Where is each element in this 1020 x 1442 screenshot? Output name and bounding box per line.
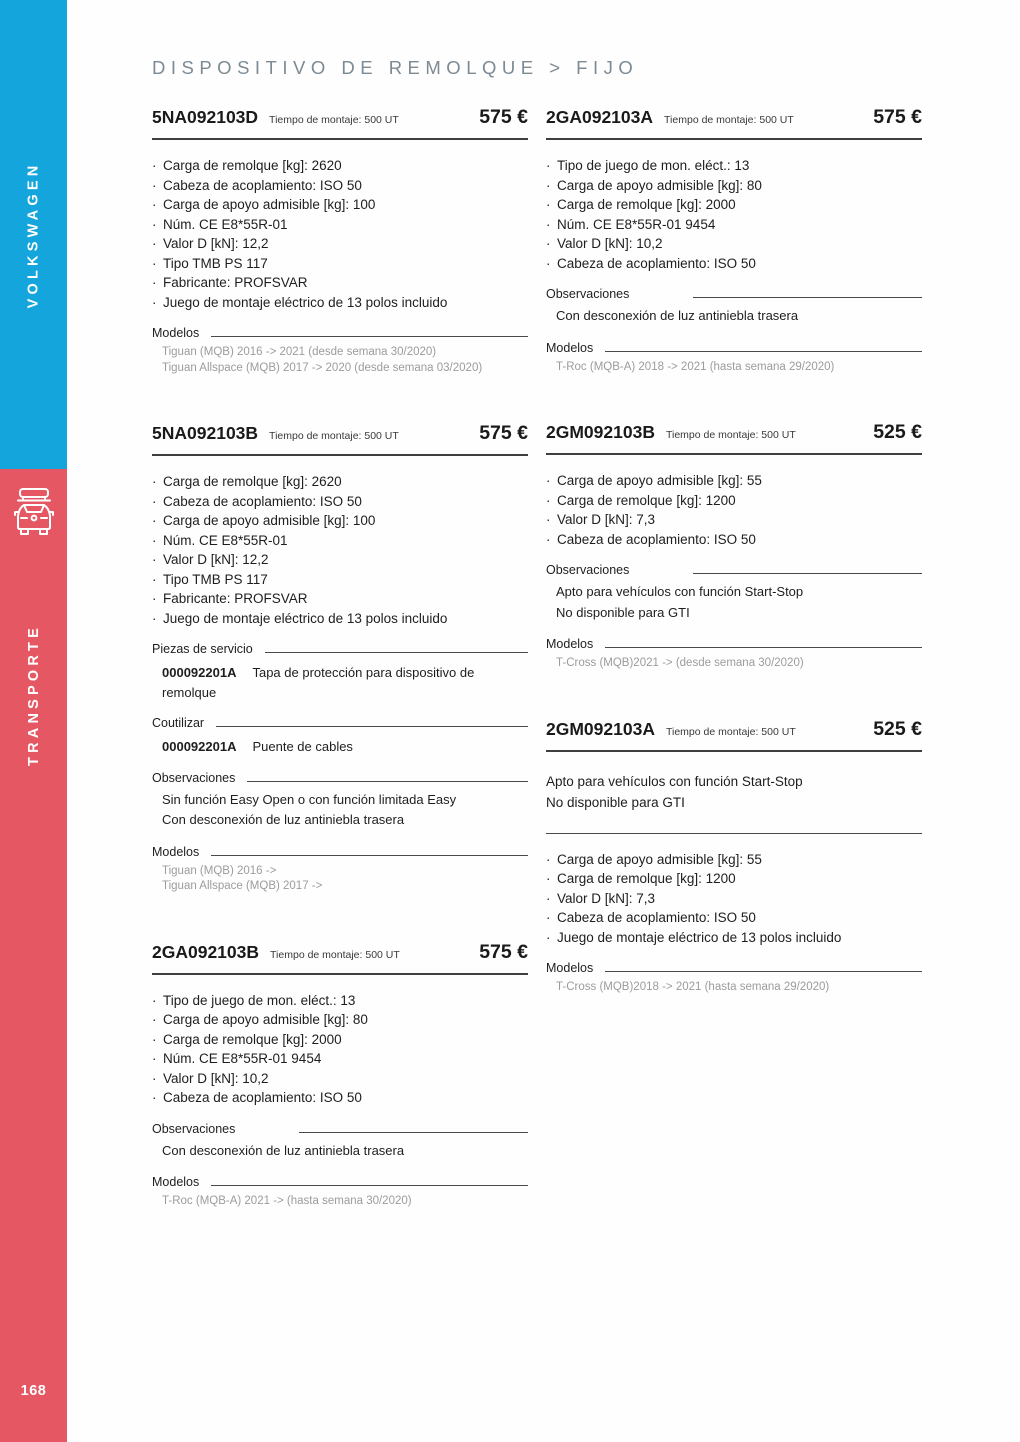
montage-time: Tiempo de montaje: 500 UT (665, 725, 796, 738)
spec-text: Cabeza de acoplamiento: ISO 50 (163, 177, 362, 193)
spec-list (546, 156, 922, 273)
bullet-dot: · (546, 158, 551, 173)
spec-text: Tipo TMB PS 117 (163, 255, 268, 271)
section-label-row (152, 771, 528, 785)
section-notes (546, 563, 922, 623)
spec-bullet (546, 869, 922, 889)
note-list (546, 306, 922, 327)
section-models (546, 341, 922, 376)
note-line: Sin función Easy Open o con función limitada Easy (162, 791, 457, 807)
section-rule (605, 647, 922, 648)
section-label: Modelos (152, 326, 200, 340)
bullet-dot: · (546, 492, 551, 508)
spec-bullet (546, 850, 922, 870)
spec-bullet (152, 254, 528, 274)
product-header (152, 941, 528, 975)
bullet-dot: · (152, 591, 157, 606)
section-label-row (546, 563, 922, 577)
section-rule (605, 971, 922, 972)
product-block (152, 941, 528, 1210)
price: 525 € (873, 421, 922, 443)
bullet-dot: · (546, 512, 551, 527)
spec-text: Núm. CE E8*55R-01 9454 (557, 216, 716, 232)
category-label: TRANSPORTE (25, 624, 42, 766)
section-rule (211, 855, 528, 856)
bullet-dot: · (152, 255, 157, 271)
section-label-row (546, 341, 922, 355)
page-title: DISPOSITIVO DE REMOLQUE > FIJO (152, 57, 639, 78)
bullet-dot: · (546, 216, 551, 232)
service-part-list (152, 663, 528, 702)
spec-text: Fabricante: PROFSVAR (163, 275, 308, 290)
bullet-dot: · (152, 1090, 157, 1105)
bullet-dot: · (546, 177, 551, 193)
spec-bullet (152, 176, 528, 196)
section-label-row (546, 287, 922, 301)
spec-bullet (546, 928, 922, 948)
bullet-dot: · (152, 158, 157, 173)
spec-text: Núm. CE E8*55R-01 9454 (163, 1051, 322, 1066)
note-list (152, 1141, 528, 1162)
spec-text: Carga de apoyo admisible [kg]: 100 (163, 513, 376, 528)
product-block (546, 106, 922, 375)
price: 525 € (873, 717, 922, 740)
montage-time: Tiempo de montaje: 500 UT (269, 430, 399, 442)
section-label-row (152, 642, 528, 656)
model-list (546, 360, 922, 376)
spec-bullet (152, 511, 528, 531)
sidebar-brand (0, 0, 67, 469)
spec-bullet (152, 589, 528, 609)
section-label-row (152, 1175, 528, 1189)
bullet-dot: · (546, 890, 551, 906)
spec-text: Valor D [kN]: 10,2 (163, 1070, 269, 1086)
model-line: T-Cross (MQB)2021 -> (desde semana 30/2020) (556, 657, 804, 669)
spec-text: Valor D [kN]: 12,2 (163, 552, 269, 567)
note-line: No disponible para GTI (556, 604, 690, 620)
spec-bullet (152, 550, 528, 570)
spec-text: Cabeza de acoplamiento: ISO 50 (163, 493, 362, 509)
bullet-dot: · (546, 910, 551, 925)
spec-bullet (152, 1049, 528, 1069)
montage-time: Tiempo de montaje: 500 UT (664, 114, 794, 126)
page-content (152, 0, 922, 1256)
spec-text: Valor D [kN]: 12,2 (163, 236, 269, 251)
spec-bullet (152, 570, 528, 590)
bullet-dot: · (152, 1031, 157, 1047)
section-label-row (152, 845, 528, 859)
montage-time: Tiempo de montaje: 500 UT (665, 429, 796, 441)
bullet-dot: · (152, 571, 157, 587)
intro-divider (546, 833, 922, 834)
model-line: Tiguan (MQB) 2016 -> (162, 864, 277, 877)
part-number: 2GA092103B (152, 941, 260, 962)
service-part-desc: Puente de cables (252, 739, 353, 754)
column-2 (546, 106, 922, 1256)
spec-bullet (152, 195, 528, 215)
model-list (546, 980, 922, 996)
product-header (546, 421, 922, 455)
spec-bullet (152, 273, 528, 293)
note-list (546, 582, 922, 623)
model-line: Tiguan Allspace (MQB) 2017 -> 2020 (desde semana 03/2020) (162, 361, 483, 374)
bullet-dot: · (152, 294, 157, 310)
spec-text: Tipo de juego de mon. eléct.: 13 (557, 158, 750, 173)
model-list (152, 864, 528, 895)
section-rule (693, 573, 922, 574)
spec-text: Juego de montaje eléctrico de 13 polos incluido (163, 610, 448, 626)
model-list (546, 656, 922, 672)
spec-bullet (546, 889, 922, 909)
section-label: Observaciones (546, 287, 630, 301)
section-label: Coutilizar (152, 716, 205, 730)
spec-bullet (152, 1010, 528, 1030)
spec-bullet (152, 1069, 528, 1089)
section-label: Modelos (546, 340, 594, 355)
spec-bullet (152, 1088, 528, 1108)
bullet-dot: · (152, 493, 157, 509)
spec-bullet (546, 510, 922, 530)
service-part-desc: Tapa de protección para dispositivo de remolque (162, 665, 475, 700)
section-models (546, 961, 922, 996)
section-rule (211, 1185, 528, 1186)
bullet-dot: · (152, 177, 157, 193)
price: 575 € (873, 106, 922, 128)
intro-notes (546, 771, 922, 813)
spec-text: Cabeza de acoplamiento: ISO 50 (557, 255, 756, 271)
spec-bullet (546, 234, 922, 254)
spec-text: Cabeza de acoplamiento: ISO 50 (557, 910, 756, 925)
bullet-dot: · (152, 532, 157, 548)
spec-text: Carga de remolque [kg]: 2000 (557, 197, 736, 212)
spec-bullet (152, 609, 528, 629)
model-list (152, 345, 528, 376)
spec-bullet (152, 293, 528, 313)
part-number: 2GA092103A (546, 107, 654, 127)
spec-text: Tipo de juego de mon. eléct.: 13 (163, 992, 356, 1008)
section-rule (216, 726, 528, 727)
spec-list (546, 850, 922, 948)
spec-text: Cabeza de acoplamiento: ISO 50 (557, 531, 756, 547)
spec-text: Carga de remolque [kg]: 1200 (557, 492, 736, 508)
section-label-row (546, 637, 922, 651)
service-part-entry (162, 663, 528, 702)
spec-text: Núm. CE E8*55R-01 (163, 216, 288, 232)
spec-bullet (546, 530, 922, 550)
spec-bullet (152, 215, 528, 235)
spec-bullet (546, 176, 922, 196)
spec-list (152, 991, 528, 1108)
spec-bullet (152, 1030, 528, 1050)
section-label: Modelos (152, 844, 200, 859)
spec-text: Carga de apoyo admisible [kg]: 55 (557, 851, 762, 867)
section-parts (152, 716, 528, 757)
note-line: Apto para vehículos con función Start-Stop (556, 584, 804, 599)
part-number: 2GM092103B (546, 422, 655, 442)
section-rule (247, 781, 528, 782)
product-block (546, 421, 922, 672)
montage-time: Tiempo de montaje: 500 UT (269, 114, 399, 126)
spec-text: Carga de apoyo admisible [kg]: 80 (163, 1012, 368, 1027)
spec-text: Valor D [kN]: 7,3 (557, 512, 656, 527)
bullet-dot: · (152, 275, 157, 290)
price: 575 € (479, 940, 528, 963)
bullet-dot: · (546, 236, 551, 251)
section-rule (211, 336, 528, 337)
section-label: Piezas de servicio (152, 642, 253, 656)
bullet-dot: · (152, 197, 157, 212)
model-line: T-Roc (MQB-A) 2018 -> 2021 (hasta semana 29/2020) (556, 360, 835, 373)
product-block (152, 106, 528, 376)
section-label: Modelos (546, 637, 594, 651)
part-number: 2GM092103A (546, 718, 655, 739)
spec-text: Valor D [kN]: 7,3 (557, 890, 656, 906)
spec-text: Carga de apoyo admisible [kg]: 100 (163, 197, 376, 212)
spec-text: Fabricante: PROFSVAR (163, 591, 308, 606)
spec-text: Tipo TMB PS 117 (163, 571, 268, 587)
section-rule (299, 1132, 528, 1133)
part-number: 5NA092103B (152, 423, 259, 443)
brand-label: VOLKSWAGEN (25, 161, 42, 308)
spec-bullet (152, 234, 528, 254)
product-header (152, 422, 528, 456)
spec-text: Carga de apoyo admisible [kg]: 80 (557, 177, 762, 193)
section-notes (546, 287, 922, 327)
spec-bullet (546, 156, 922, 176)
spec-bullet (546, 471, 922, 491)
section-rule (265, 652, 528, 653)
price: 575 € (479, 106, 528, 128)
spec-bullet (152, 156, 528, 176)
intro-note-line: No disponible para GTI (546, 794, 685, 810)
section-notes (152, 1122, 528, 1162)
bullet-dot: · (152, 216, 157, 232)
service-part-code: 000092201A (162, 665, 237, 680)
spec-bullet (546, 195, 922, 215)
bullet-dot: · (152, 1051, 157, 1066)
spec-list (546, 471, 922, 549)
spec-bullet (152, 492, 528, 512)
columns (152, 106, 922, 1256)
section-notes (152, 771, 528, 831)
note-line: Con desconexión de luz antiniebla trasera (556, 308, 799, 323)
spec-list (152, 156, 528, 312)
note-list (152, 790, 528, 831)
section-label: Observaciones (152, 770, 236, 785)
spec-text: Cabeza de acoplamiento: ISO 50 (163, 1090, 362, 1105)
price: 575 € (479, 422, 528, 444)
product-block (152, 422, 528, 895)
spec-text: Carga de remolque [kg]: 2620 (163, 474, 342, 489)
section-label: Modelos (152, 1175, 200, 1189)
product-block (546, 718, 922, 996)
model-list (152, 1194, 528, 1210)
note-line: Con desconexión de luz antiniebla trasera (162, 812, 405, 827)
bullet-dot: · (152, 610, 157, 626)
section-label-row (152, 1122, 528, 1136)
bullet-dot: · (152, 513, 157, 528)
montage-time: Tiempo de montaje: 500 UT (270, 948, 400, 961)
section-models (152, 1175, 528, 1210)
spec-bullet (546, 215, 922, 235)
bullet-dot: · (546, 473, 551, 488)
section-label: Observaciones (152, 1121, 236, 1136)
bullet-dot: · (546, 871, 551, 886)
spec-bullet (152, 991, 528, 1011)
bullet-dot: · (546, 255, 551, 271)
section-label-row (546, 961, 922, 975)
page-number: 168 (20, 1383, 47, 1399)
section-label-row (152, 716, 528, 730)
model-line: T-Roc (MQB-A) 2021 -> (hasta semana 30/2020) (162, 1195, 412, 1207)
section-models (546, 637, 922, 672)
spec-text: Núm. CE E8*55R-01 (163, 532, 288, 548)
section-label: Modelos (546, 961, 594, 975)
column-1 (152, 106, 528, 1256)
model-line: Tiguan Allspace (MQB) 2017 -> (162, 880, 323, 892)
spec-text: Carga de remolque [kg]: 2000 (163, 1031, 342, 1047)
spec-text: Juego de montaje eléctrico de 13 polos incluido (163, 294, 448, 310)
part-number: 5NA092103D (152, 107, 259, 127)
bullet-dot: · (546, 851, 551, 867)
sidebar-category (0, 480, 67, 910)
spec-bullet (546, 908, 922, 928)
section-models (152, 845, 528, 895)
spec-bullet (152, 531, 528, 551)
spec-bullet (546, 491, 922, 511)
bullet-dot: · (152, 552, 157, 567)
spec-text: Carga de remolque [kg]: 2620 (163, 158, 342, 173)
section-label-row (152, 326, 528, 340)
spec-text: Valor D [kN]: 10,2 (557, 236, 663, 251)
model-line: Tiguan (MQB) 2016 -> 2021 (desde semana 30/2020) (162, 346, 437, 358)
service-part-entry (162, 737, 528, 757)
section-rule (605, 351, 922, 352)
product-header (152, 106, 528, 140)
section-models (152, 326, 528, 376)
bullet-dot: · (546, 197, 551, 212)
service-part-code: 000092201A (162, 739, 237, 754)
section-parts (152, 642, 528, 702)
bullet-dot: · (152, 992, 157, 1008)
product-header (546, 106, 922, 140)
note-line: Con desconexión de luz antiniebla trasera (162, 1142, 405, 1158)
spec-bullet (152, 472, 528, 492)
spec-bullet (546, 254, 922, 274)
section-rule (693, 297, 922, 298)
bullet-dot: · (152, 1012, 157, 1027)
intro-note-line: Apto para vehículos con función Start-Stop (546, 773, 803, 789)
section-label: Observaciones (546, 563, 630, 577)
spec-list (152, 472, 528, 628)
bullet-dot: · (546, 531, 551, 547)
model-line: T-Cross (MQB)2018 -> 2021 (hasta semana 29/2020) (556, 981, 830, 993)
bullet-dot: · (152, 1070, 157, 1086)
service-part-list (152, 737, 528, 757)
bullet-dot: · (546, 929, 551, 945)
product-header (546, 718, 922, 752)
spec-text: Carga de remolque [kg]: 1200 (557, 871, 736, 886)
spec-text: Carga de apoyo admisible [kg]: 55 (557, 473, 762, 488)
bullet-dot: · (152, 236, 157, 251)
bullet-dot: · (152, 474, 157, 489)
spec-text: Juego de montaje eléctrico de 13 polos incluido (557, 929, 842, 945)
